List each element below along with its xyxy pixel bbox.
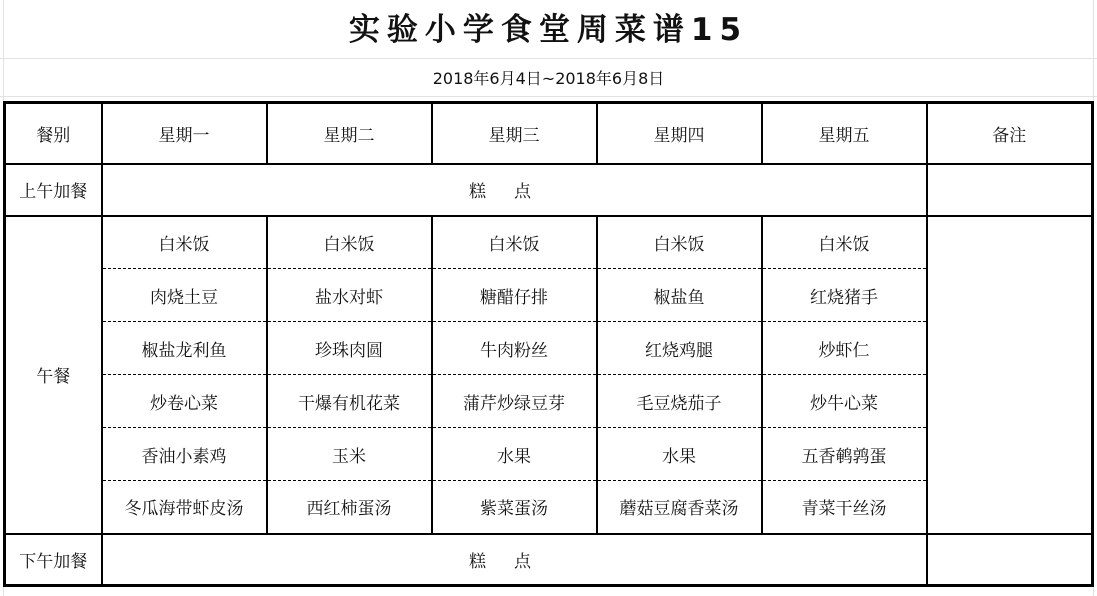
morning-snack-row <box>5 164 1093 216</box>
lunch-cell[interactable]: 椒盐鱼 <box>597 269 762 322</box>
lunch-cell[interactable]: 蒲芹炒绿豆芽 <box>432 375 597 428</box>
header-thu[interactable]: 星期四 <box>597 103 762 164</box>
header-mon[interactable]: 星期一 <box>102 103 267 164</box>
lunch-cell[interactable]: 冬瓜海带虾皮汤 <box>102 481 267 534</box>
lunch-cell[interactable]: 毛豆烧茄子 <box>597 375 762 428</box>
lunch-cell[interactable]: 蘑菇豆腐香菜汤 <box>597 481 762 534</box>
lunch-cell[interactable]: 干爆有机花菜 <box>267 375 432 428</box>
grid-line <box>0 58 1097 59</box>
lunch-cell[interactable]: 白米饭 <box>102 216 267 269</box>
menu-title: 实验小学食堂周菜谱15 <box>348 12 749 48</box>
header-wed[interactable]: 星期三 <box>432 103 597 164</box>
lunch-cell[interactable]: 水果 <box>432 428 597 481</box>
afternoon-snack-label[interactable]: 下午加餐 <box>5 534 102 586</box>
lunch-cell[interactable]: 红烧猪手 <box>762 269 927 322</box>
date-range: 2018年6月4日~2018年6月8日 <box>432 69 665 88</box>
lunch-cell[interactable]: 香油小素鸡 <box>102 428 267 481</box>
lunch-note[interactable] <box>927 216 1093 534</box>
header-tue[interactable]: 星期二 <box>267 103 432 164</box>
header-row <box>5 103 1093 164</box>
lunch-cell[interactable]: 椒盐龙利鱼 <box>102 322 267 375</box>
header-note[interactable]: 备注 <box>927 103 1093 164</box>
afternoon-snack-row <box>5 534 1093 586</box>
header-fri[interactable]: 星期五 <box>762 103 927 164</box>
lunch-cell[interactable]: 五香鹌鹑蛋 <box>762 428 927 481</box>
lunch-cell[interactable]: 西红柿蛋汤 <box>267 481 432 534</box>
lunch-cell[interactable]: 白米饭 <box>597 216 762 269</box>
afternoon-snack-content[interactable]: 糕点 <box>102 534 927 586</box>
lunch-cell[interactable]: 牛肉粉丝 <box>432 322 597 375</box>
lunch-cell[interactable]: 水果 <box>597 428 762 481</box>
lunch-label[interactable]: 午餐 <box>5 216 102 534</box>
lunch-cell[interactable]: 玉米 <box>267 428 432 481</box>
lunch-cell[interactable]: 紫菜蛋汤 <box>432 481 597 534</box>
grid-line <box>0 96 1097 97</box>
lunch-cell[interactable]: 白米饭 <box>762 216 927 269</box>
weekly-menu-table <box>3 101 1094 587</box>
morning-snack-note[interactable] <box>927 164 1093 216</box>
lunch-cell[interactable]: 糖醋仔排 <box>432 269 597 322</box>
lunch-cell[interactable]: 炒卷心菜 <box>102 375 267 428</box>
lunch-cell[interactable]: 珍珠肉圆 <box>267 322 432 375</box>
header-meal[interactable]: 餐别 <box>5 103 102 164</box>
afternoon-snack-note[interactable] <box>927 534 1093 586</box>
morning-snack-label[interactable]: 上午加餐 <box>5 164 102 216</box>
lunch-cell[interactable]: 炒牛心菜 <box>762 375 927 428</box>
lunch-cell[interactable]: 红烧鸡腿 <box>597 322 762 375</box>
lunch-cell[interactable]: 白米饭 <box>267 216 432 269</box>
lunch-cell[interactable]: 盐水对虾 <box>267 269 432 322</box>
morning-snack-content[interactable]: 糕点 <box>102 164 927 216</box>
lunch-cell[interactable]: 炒虾仁 <box>762 322 927 375</box>
lunch-cell[interactable]: 白米饭 <box>432 216 597 269</box>
lunch-row <box>5 216 1093 269</box>
lunch-cell[interactable]: 肉烧土豆 <box>102 269 267 322</box>
lunch-cell[interactable]: 青菜干丝汤 <box>762 481 927 534</box>
